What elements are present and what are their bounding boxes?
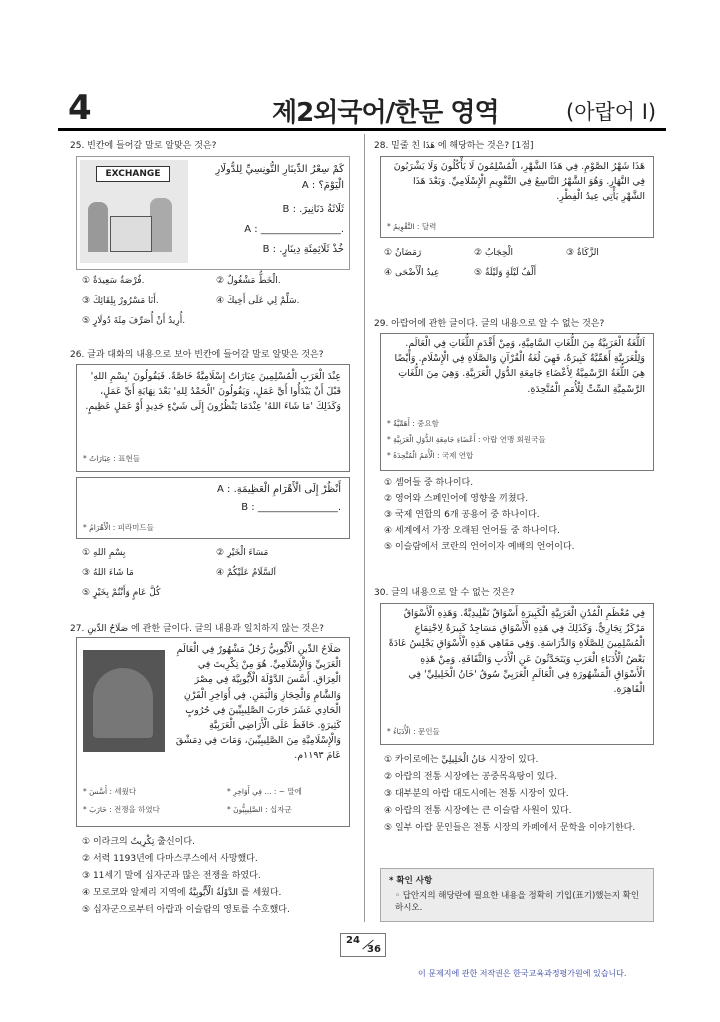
q25-line-1: كَمْ سِعْرُ الدِّينَارِ التُّونِسِيِّ لِلدُّولَارِ الْيَوْمَ؟ : A <box>215 164 344 191</box>
exchange-sign: EXCHANGE <box>96 166 170 182</box>
q25-line-3: .________________ : A <box>244 224 344 235</box>
q27-choice-3[interactable]: ③ 11세기 말에 십자군과 많은 전쟁을 하였다. <box>82 871 261 881</box>
q29-note-2: * أَعْضَاءِ جَامِعَةِ الدُّوَلِ الْعَرَبِيَّةِ : 아랍 연맹 회원국들 <box>387 435 546 444</box>
q29-passage: اَللُّغَةُ الْعَرَبِيَّةُ مِنَ اللُّغَاتِ السَّامِيَّةِ، وَمِنْ أَقْدَمِ اللُّغَاتِ فِي الْعَالَمِ. وَلِلْعَرَبِيَّةِ أَهَمِّيَّةٌ كَبِيرَةٌ، فَهِيَ لُغَةُ الْقُرْآنِ وَالصَّلَاةِ فِي الْإِسْلَامِ. وَأَيْضًا هِيَ اللُّغَةُ الرَّسْمِيَّةُ لِأَعْضَاءِ جَامِعَةِ الدُّوَلِ الْعَرَبِيَّةِ. وَهِيَ مِنَ اللُّغَاتِ الرَّسْمِيَّةِ السِّتِّ لِلْأُمَمِ الْمُتَّحِدَةِ. <box>394 338 645 395</box>
q29-choice-3[interactable]: ③ 국제 연합의 6개 공용어 중 하나이다. <box>384 510 540 520</box>
q29-choice-2[interactable]: ② 영어와 스페인어에 영향을 끼쳤다. <box>384 494 529 504</box>
column-divider <box>364 134 365 922</box>
clerk-figure <box>150 198 172 252</box>
q25-choice-2[interactable]: ② الْخَطُّ مَشْغُولٌ. <box>216 276 281 286</box>
q26-choice-2[interactable]: ② مَسَاءَ الْخَيْرِ <box>216 548 269 558</box>
q26-choice-1[interactable]: ① بِسْمِ اللهِ <box>82 548 126 558</box>
q29-choice-5[interactable]: ⑤ 이슬람에서 코란의 언어이자 예배의 언어이다. <box>384 542 575 552</box>
q25-choice-3[interactable]: ③ أَنَا مَسْرُورٌ بِلِقَائِكَ. <box>82 296 159 306</box>
total-pages: 36 <box>367 944 381 955</box>
page-count-box <box>340 933 386 957</box>
q30-passage: فِي مُعْظَمِ الْمُدُنِ الْعَرَبِيَّةِ الْكَبِيرَةِ أَسْوَاقٌ تَقْلِيدِيَّةٌ. وَهَذِهِ الْأَسْوَاقُ مَرْكَزٌ تِجَارِيٌّ. وَكَذَلِكَ فِي هَذِهِ الْأَسْوَاقِ مَسَاجِدُ كَبِيرَةٌ لِاجْتِمَاعِ الْمُسْلِمِينَ لِلصَّلَاةِ وَالدِّرَاسَةِ. وَفِي مَقَاهِي هَذِهِ الْأَسْوَاقِ يَجْلِسُ عَادَةً بَعْضُ الْأُدَبَاءِ الْعَرَبِ وَيَتَحَدَّثُونَ عَنِ الْأَدَبِ وَالثَّقَافَةِ. وَمِنْ هَذِهِ الْأَسْوَاقِ الْمَشْهُورَةِ فِي الْعَالَمِ الْعَرَبِيِّ سُوقُ 'خَانُ الْخَلِيلِيِّ' فِي الْقَاهِرَةِ. <box>388 608 645 695</box>
q27-note-2: * فِي أَوَاخِرِ ... : ~ 말에 <box>227 787 302 796</box>
exam-title: 제2외국어/한문 영역 <box>272 98 499 128</box>
q30-choice-1[interactable]: ① 카이로에는 خَانُ الْخَلِيلِيِّ 시장이 있다. <box>384 755 539 765</box>
q27-choice-2[interactable]: ② 서력 1193년에 다마스쿠스에서 사망했다. <box>82 854 258 864</box>
q26-choice-3[interactable]: ③ مَا شَاءَ اللهُ <box>82 568 134 578</box>
q27-note-1: * أَسَّسَ : 세웠다 <box>83 787 137 796</box>
q27-passage-box <box>76 637 350 827</box>
q30-passage-box <box>380 603 654 745</box>
copyright-footer: 이 문제지에 관한 저작권은 한국교육과정평가원에 있습니다. <box>418 969 627 978</box>
statue-shape <box>93 668 153 738</box>
q26-line-1: أَنْظُرْ إِلَى الْأَهْرَامِ الْعَظِيمَةِ. : A <box>217 484 341 495</box>
counter-window <box>110 216 152 252</box>
saladin-statue-image <box>83 650 165 752</box>
q27-choice-1[interactable]: ① 이라크의 تِكْرِيتُ 출신이다. <box>82 837 195 847</box>
q27-choice-4[interactable]: ④ 모로코와 알제리 지역에 الدَّوْلَةُ الْأَيُّوبِيَّةُ 를 세웠다. <box>82 888 282 898</box>
exchange-illustration <box>80 160 188 263</box>
q29-choice-1[interactable]: ① 셈어들 중 하나이다. <box>384 478 474 488</box>
customer-figure <box>88 202 108 252</box>
q29-passage-box <box>380 333 654 471</box>
current-page: 24 <box>346 935 360 946</box>
q25-choice-1[interactable]: ① فُرْصَةٌ سَعِيدَةٌ. <box>82 276 145 286</box>
check-notice-title: * 확인 사항 <box>389 876 433 886</box>
q29-prompt: 29. 아랍어에 관한 글이다. 글의 내용으로 알 수 없는 것은? <box>374 319 605 329</box>
q25-choice-4[interactable]: ④ سَلِّمْ لِي عَلَى أَخِيكَ. <box>216 296 300 306</box>
q26-passage-box <box>76 364 350 472</box>
q29-note-1: * أَهَمِّيَّةٌ : 중요함 <box>387 419 439 428</box>
q30-choice-2[interactable]: ② 아랍의 전통 시장에는 공중목욕탕이 있다. <box>384 772 558 782</box>
header-divider <box>58 128 666 131</box>
q26-choice-5[interactable]: ⑤ كُلَّ عَامٍ وَأَنْتُمْ بِخَيْرٍ <box>82 588 161 598</box>
q29-choice-4[interactable]: ④ 세계에서 가장 오래된 언어들 중 하나이다. <box>384 526 560 536</box>
q26-line-2: .________________ : B <box>241 502 341 513</box>
subject-title: (아랍어 Ⅰ) <box>566 100 657 124</box>
q25-line-2: ثَلَاثَةُ دَنَانِيرَ. : B <box>282 204 344 215</box>
q28-choice-5[interactable]: ⑤ أَلْفُ لَيْلَةٍ وَلَيْلَةٌ <box>474 268 537 278</box>
q27-prompt: 27. صَلَاحُ الدِّينِ 에 관한 글이다. 글의 내용과 일치하지 않는 것은? <box>70 624 324 634</box>
q30-choice-3[interactable]: ③ 대부분의 아랍 대도시에는 전통 시장이 있다. <box>384 789 569 799</box>
q25-choice-5[interactable]: ⑤ أُرِيدُ أَنْ أُصَرِّفَ مِئَةَ دُولَارٍ. <box>82 316 186 326</box>
q26-prompt: 26. 글과 대화의 내용으로 보아 빈칸에 들어갈 말로 알맞은 것은? <box>70 350 324 360</box>
page-number: 4 <box>68 88 91 128</box>
q25-prompt: 25. 빈칸에 들어갈 말로 알맞은 것은? <box>70 141 217 151</box>
q25-line-4: خُذْ ثَلَاثِمِئَةِ دِينَارٍ. : B <box>262 244 344 255</box>
q30-choice-4[interactable]: ④ 아랍의 전통 시장에는 큰 이슬람 사원이 있다. <box>384 806 572 816</box>
q27-note-3: * حَارَبَ : 전쟁을 하였다 <box>83 805 160 814</box>
q30-note: * الْأُدَبَاءُ : 문인들 <box>387 727 440 736</box>
q28-passage-box <box>380 156 654 238</box>
q28-choice-3[interactable]: ③ الزَّكَاةُ <box>566 248 599 258</box>
q26-passage: عِنْدَ الْعَرَبِ الْمُسْلِمِينَ عِبَارَاتٌ إِسْلَامِيَّةٌ خَاصَّةٌ. فَيَقُولُونَ 'بِسْمِ اللهِ' قَبْلَ أَنْ يَبْدَأُوا أَيَّ عَمَلٍ، وَيَقُولُونَ 'الْحَمْدُ لِلهِ' بَعْدَ نِهَايَةِ أَيِّ عَمَلٍ، وَكَذَلِكَ 'مَا شَاءَ اللهُ' عِنْدَمَا يَنْظُرُونَ إِلَى شَيْءٍ جَدِيدٍ أَوْ عَمَلٍ عَظِيمٍ. <box>85 371 341 413</box>
q26-dialogue-note: * الْأَهْرَامُ : 피라미드들 <box>83 523 154 532</box>
q28-prompt: 28. 밑줄 친 هَذَا 에 해당하는 것은? [1점] <box>374 141 534 151</box>
q27-choice-5[interactable]: ⑤ 십자군으로부터 아랍과 이슬람의 영토를 수호했다. <box>82 905 290 915</box>
q28-note: * التَّقْوِيمُ : 달력 <box>387 222 437 231</box>
q30-choice-5[interactable]: ⑤ 일부 아랍 문인들은 전통 시장의 카페에서 문학을 이야기한다. <box>384 823 636 833</box>
q26-dialogue-box <box>76 477 350 539</box>
q28-passage: هَذَا شَهْرُ الصَّوْمِ. فِي هَذَا الشَّهْرِ، الْمُسْلِمُونَ لَا يَأْكُلُونَ وَلَا يَشْرَبُونَ فِي النَّهَارِ. وَهُوَ الشَّهْرُ التَّاسِعُ فِي التَّقْوِيمِ الْإِسْلَامِيِّ. وَبَعْدَ هَذَا الشَّهْرِ يَأْتِي عِيدُ الْفِطْرِ. <box>393 161 645 203</box>
q27-note-4: * الصَّلِيبِيُّونَ : 십자군 <box>227 805 292 814</box>
q26-passage-note: * عِبَارَاتٌ : 표현들 <box>83 454 140 463</box>
check-notice-text: ◦ 답안지의 해당란에 필요한 내용을 정확히 기입(표기)했는지 확인하시오. <box>395 891 640 913</box>
q28-choice-2[interactable]: ② الْحِجَابُ <box>474 248 514 258</box>
q27-passage: صَلَاحُ الدِّينِ الْأَيُّوبِيُّ رَجُلٌ مَشْهُورٌ فِي الْعَالَمِ الْعَرَبِيِّ وَالْإِسْلَامِيِّ. هُوَ مِنْ تِكْرِيتَ فِي الْعِرَاقِ. أَسَّسَ الدَّوْلَةَ الْأَيُّوبِيَّةَ فِي مِصْرَ وَالشَّامِ وَالْحِجَازِ وَالْيَمَنِ. فِي أَوَاخِرِ الْقَرْنِ الْحَادِي عَشَرَ حَارَبَ الصَّلِيبِيِّينَ فِي حُرُوبٍ كَثِيرَةٍ. حَافَظَ عَلَى الْأَرَاضِي الْعَرَبِيَّةِ وَالْإِسْلَامِيَّةِ مِنَ الصَّلِيبِيِّينَ، وَمَاتَ فِي دِمَشْقَ عَامَ ١١٩٣م. <box>175 644 341 762</box>
q28-choice-4[interactable]: ④ عِيدُ الْأَضْحَى <box>384 268 440 278</box>
check-notice-box <box>380 868 654 922</box>
q26-choice-4[interactable]: ④ اَلسَّلَامُ عَلَيْكُمْ <box>216 568 277 578</box>
q29-note-3: * الْأُمَمُ الْمُتَّحِدَةُ : 국제 연합 <box>387 451 474 460</box>
q28-choice-1[interactable]: ① رَمَضَانُ <box>384 248 422 258</box>
q30-prompt: 30. 글의 내용으로 알 수 없는 것은? <box>374 588 515 598</box>
